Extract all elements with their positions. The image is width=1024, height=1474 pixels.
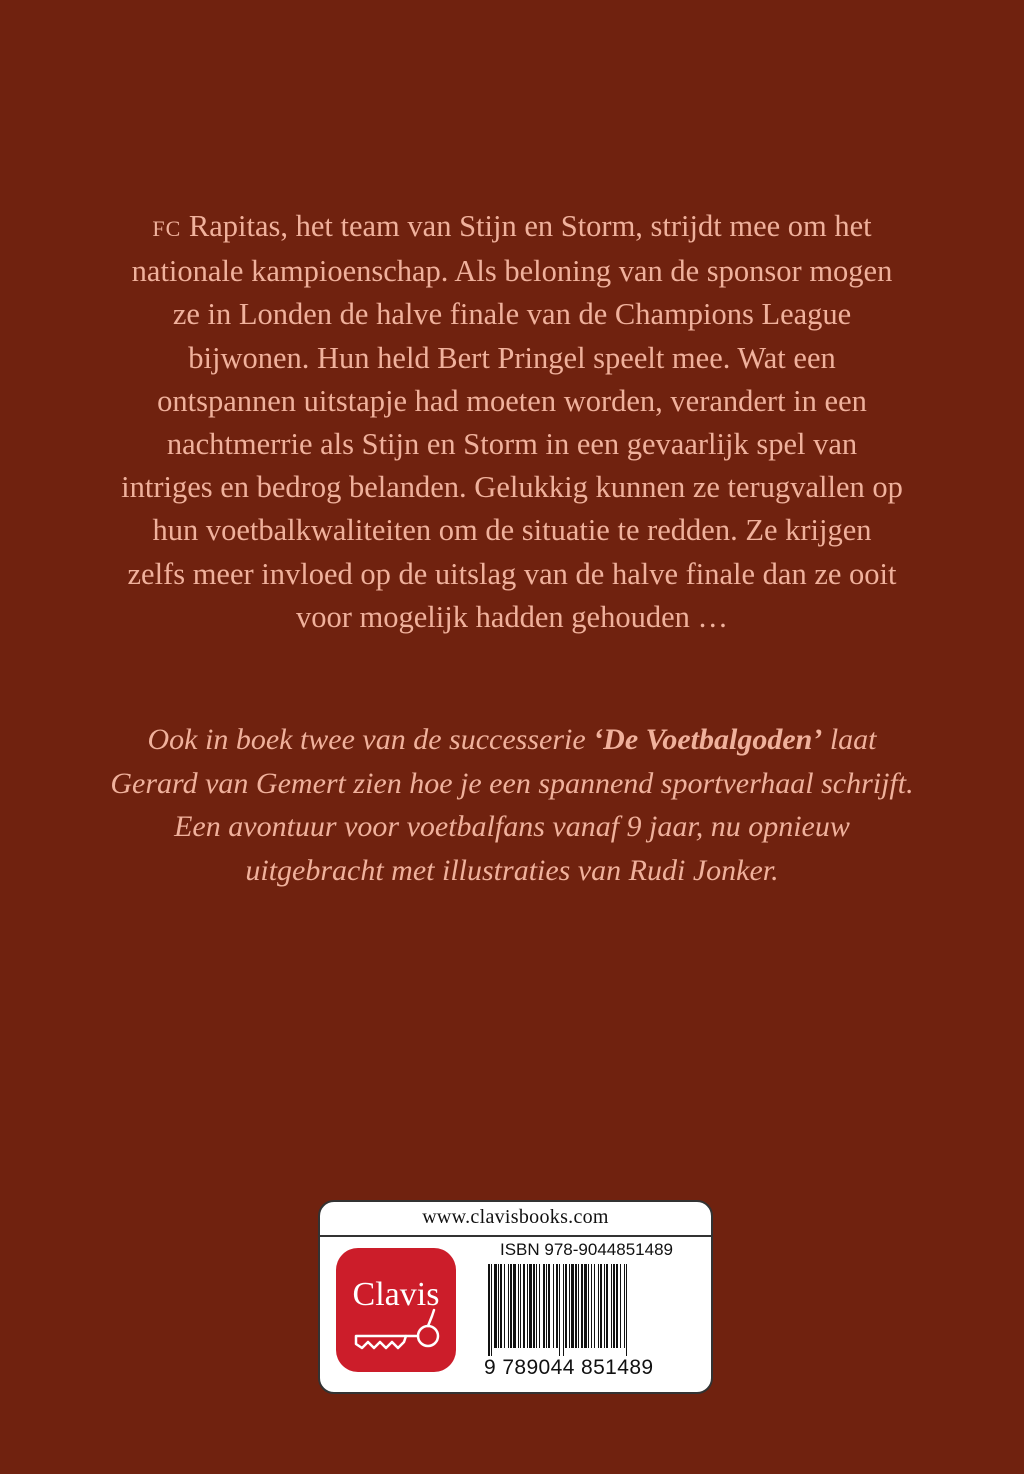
barcode-bar (498, 1264, 499, 1348)
barcode-bar (553, 1264, 554, 1348)
barcode-bar (606, 1264, 608, 1348)
blurb-fc: FC (152, 216, 182, 241)
barcode-bar (494, 1264, 497, 1348)
barcode-bar (604, 1264, 605, 1348)
barcode-bar (523, 1264, 525, 1348)
barcode-bar (508, 1264, 509, 1348)
barcode-bar (536, 1264, 537, 1348)
series-title: ‘De Voetbalgoden’ (593, 723, 823, 756)
barcode-bar (600, 1264, 602, 1348)
clavis-logo (336, 1248, 456, 1372)
barcode-bar (581, 1264, 583, 1348)
barcode-bar (504, 1264, 505, 1348)
barcode-bar (510, 1264, 512, 1348)
barcode-bar (518, 1264, 519, 1348)
panel-divider (320, 1235, 711, 1237)
blurb-text: Rapitas, het team van Stijn en Storm, strijdt mee om het nationale kampioenschap. Als beloning van de sponsor mogen ze in Londen de halve finale van de Champions League bijwonen. Hun held Bert Pringel speelt mee. Wat een ontspannen uitstapje had moeten worden, verandert in een nachtmerrie als Stijn en Storm in een gevaarlijk spel van intriges en bedrog belanden. Gelukkig kunnen ze terugvallen op hun voetbalkwaliteiten om de situatie te redden. Ze krijgen zelfs meer invloed op de uitslag van de halve finale dan ze ooit voor mogelijk hadden gehouden … (121, 209, 903, 634)
barcode-bar (546, 1264, 547, 1348)
barcode-bar (594, 1264, 595, 1348)
barcode-bar (548, 1264, 550, 1348)
barcode-bar (539, 1264, 540, 1348)
key-icon (336, 1248, 456, 1372)
barcode-bar (620, 1264, 621, 1348)
barcode-bar (624, 1264, 625, 1348)
publisher-url: www.clavisbooks.com (422, 1206, 609, 1228)
barcode-bar (584, 1264, 587, 1348)
barcode-bar (556, 1264, 558, 1348)
barcode-panel (318, 1200, 713, 1394)
series-promo (110, 718, 914, 892)
barcode-bar (533, 1264, 535, 1348)
book-blurb (120, 205, 904, 639)
barcode-digits: 9 789044 851489 (484, 1356, 654, 1379)
barcode-bar (500, 1264, 502, 1348)
barcode-bar (565, 1264, 567, 1348)
barcode-bar (575, 1264, 577, 1348)
barcode-bar (559, 1264, 560, 1356)
barcode-bar (578, 1264, 579, 1348)
logo-text: Clavis (352, 1276, 440, 1313)
barcode-bar (513, 1264, 516, 1348)
barcode-bar (529, 1264, 532, 1348)
barcode-bar (598, 1264, 599, 1348)
barcode-bar (588, 1264, 589, 1348)
barcode (484, 1264, 700, 1356)
barcode-bar (591, 1264, 592, 1348)
barcode-bar (563, 1264, 564, 1356)
barcode-bar (616, 1264, 618, 1348)
isbn-label: ISBN 978-9044851489 (500, 1240, 673, 1259)
barcode-bar (488, 1264, 490, 1356)
barcode-bar (569, 1264, 570, 1348)
barcode-bar (626, 1264, 627, 1356)
barcode-bar (527, 1264, 528, 1348)
barcode-bar (491, 1264, 492, 1356)
barcode-bar (543, 1264, 545, 1348)
promo-before: Ook in boek twee van de successerie (147, 723, 594, 756)
promo-after: laat Gerard van Gemert zien hoe je een spannend sportverhaal schrijft. Een avontuur voor voetbalfans vanaf 9 jaar, nu opnieuw uitgebracht met illustraties van Rudi Jonker. (110, 723, 914, 887)
barcode-bar (520, 1264, 521, 1348)
barcode-bar (571, 1264, 574, 1348)
barcode-bar (611, 1264, 612, 1348)
barcode-bar (613, 1264, 615, 1348)
